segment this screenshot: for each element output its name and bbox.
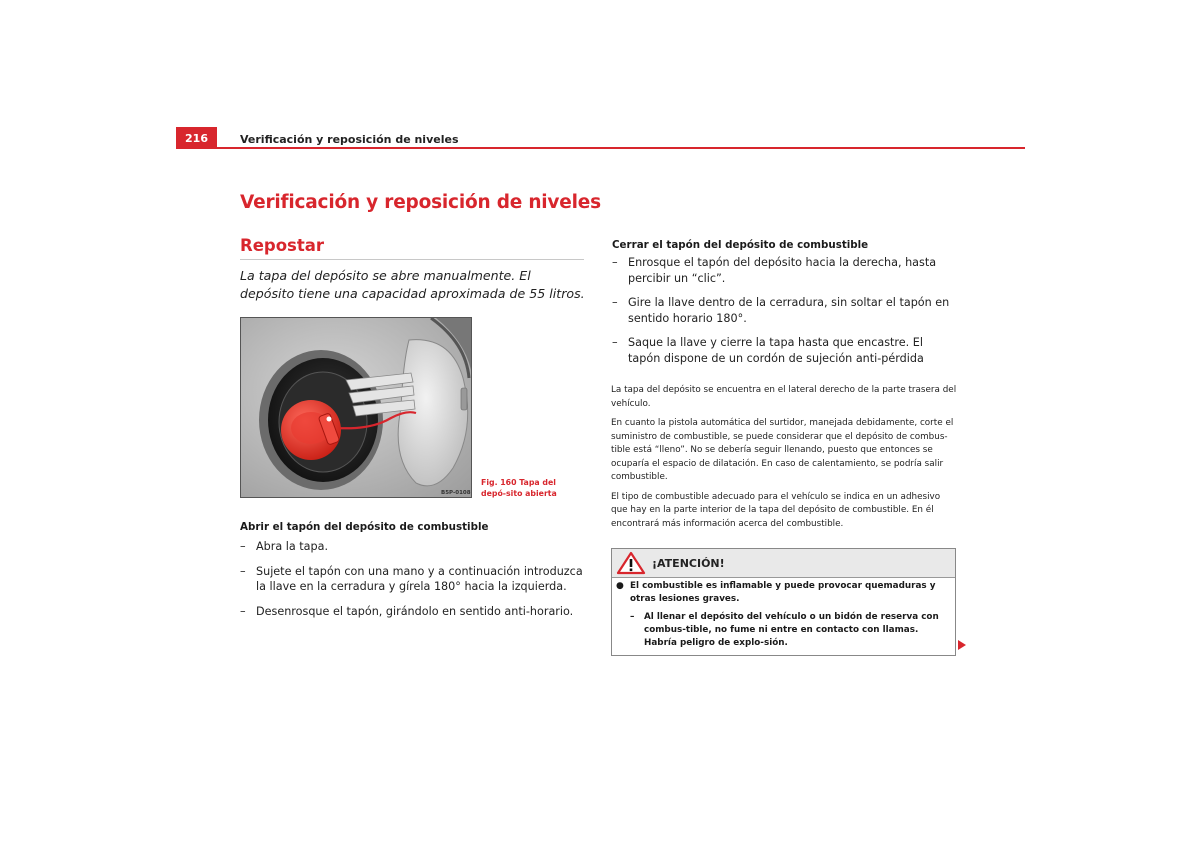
close-cap-section bbox=[612, 239, 957, 375]
close-cap-heading: Cerrar el tapón del depósito de combustible bbox=[612, 239, 869, 251]
subsection-title: Repostar bbox=[240, 236, 325, 255]
list-item: – Desenrosque el tapón, girándolo en sentido anti-horario. bbox=[240, 604, 585, 620]
page-number: 216 bbox=[176, 127, 217, 149]
bullet-icon: ● bbox=[616, 581, 624, 591]
header-rule bbox=[217, 147, 1025, 149]
warning-bullet-text: El combustible es inflamable y puede provocar quemaduras y otras lesiones graves. bbox=[630, 581, 936, 604]
fuel-flap-open-image bbox=[241, 318, 472, 498]
warning-sub-item-text: Al llenar el depósito del vehículo o un bidón de reserva con combus-tible, no fume ni entre en contacto con llamas. Habría peligro de explo-sión. bbox=[644, 612, 939, 648]
continue-arrow-icon bbox=[958, 640, 966, 650]
open-cap-steps bbox=[240, 539, 585, 619]
body-paragraphs bbox=[611, 384, 957, 531]
list-item: – Sujete el tapón con una mano y a continuación introduzca la llave en la cerradura y gírela 180° hacia la izquierda. bbox=[240, 564, 585, 595]
section-title: Verificación y reposición de niveles bbox=[240, 192, 601, 213]
list-item: – Enrosque el tapón del depósito hacia la derecha, hasta percibir un “clic”. bbox=[612, 255, 957, 286]
paragraph: En cuanto la pistola automática del surtidor, manejada debidamente, corte el suministro de combustible, se puede considerar que el depósito de combus-tible está “lleno”. No se debería seguir llenando, puesto que entonces se ocuparía el espacio de dilatación. En caso de calentamiento, se podría salir combustible. bbox=[611, 418, 954, 482]
warning-box bbox=[611, 548, 956, 656]
open-cap-heading: Abrir el tapón del depósito de combustible bbox=[240, 521, 489, 533]
warning-header bbox=[612, 549, 955, 578]
list-item: – Abra la tapa. bbox=[240, 539, 585, 555]
paragraph: La tapa del depósito se encuentra en el lateral derecho de la parte trasera del vehículo. bbox=[611, 385, 957, 409]
running-head: Verificación y reposición de niveles bbox=[240, 133, 459, 146]
warning-title: ¡ATENCIÓN! bbox=[652, 556, 725, 570]
intro-text: La tapa del depósito se abre manualmente. El depósito tiene una capacidad aproximada de 55 litros. bbox=[240, 268, 585, 301]
dash-icon: – bbox=[630, 612, 635, 622]
paragraph: El tipo de combustible adecuado para el vehículo se indica en un adhesivo que hay en la parte interior de la tapa del depósito de combustible. En él encontrará más información acerca del combustible. bbox=[611, 491, 941, 529]
close-cap-steps bbox=[612, 255, 957, 366]
open-cap-section bbox=[240, 521, 585, 628]
fuel-cap-illustration bbox=[240, 317, 472, 498]
warning-body bbox=[612, 578, 955, 650]
warning-bullet bbox=[616, 580, 950, 606]
warning-sub-item bbox=[616, 611, 950, 650]
subsection-rule bbox=[240, 259, 584, 260]
warning-triangle-icon bbox=[616, 551, 646, 575]
figure-caption: Fig. 160 Tapa del depó-sito abierta bbox=[481, 478, 557, 498]
figure-code: B5P-0108 bbox=[441, 490, 471, 496]
list-item: – Gire la llave dentro de la cerradura, sin soltar el tapón en sentido horario 180°. bbox=[612, 295, 957, 326]
list-item: – Saque la llave y cierre la tapa hasta que encastre. El tapón dispone de un cordón de sujeción anti-pérdida bbox=[612, 335, 957, 366]
